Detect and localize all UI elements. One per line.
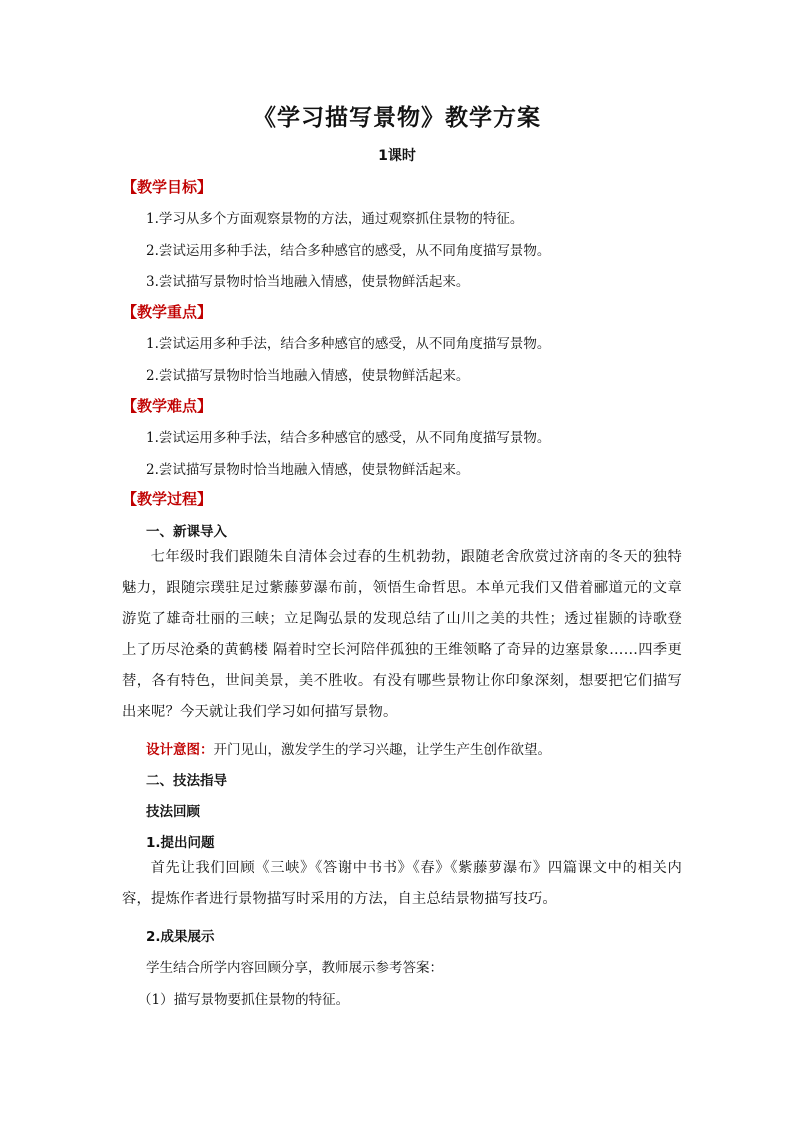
design-intent-text: 开门见山，激发学生的学习兴趣，让学生产生创作欲望。 [213, 742, 551, 758]
step1-title: 1.提出问题 [146, 835, 215, 851]
key-point-item: 2.尝试描写景物时恰当地融入情感，使景物鲜活起来。 [146, 368, 470, 384]
step2-title: 2.成果展示 [146, 929, 215, 945]
key-points-heading: 【教学重点】 [122, 303, 213, 321]
objective-item: 1.学习从多个方面观察景物的方法，通过观察抓住景物的特征。 [146, 211, 524, 227]
document-subtitle: 1课时 [378, 148, 416, 164]
review-title: 技法回顾 [146, 804, 200, 820]
step2-paragraph: 学生结合所学内容回顾分享，教师展示参考答案： [146, 960, 443, 976]
intro-paragraph: 七年级时我们跟随朱自清体会过春的生机勃勃，跟随老舍欣赏过济南的冬天的独特魅力，跟随宗璞驻足过紫藤萝瀑布前，领悟生命哲思。本单元我们又借着郦道元的文章游览了雄奇壮丽的三峡；立足陶弘景的发现总结了山川之美的共性；透过崔颢的诗歌登上了历尽沧桑的黄鹤楼 隔着时空长河陪伴孤独的王维领略了奇异的边塞景象……四季更替，各有特色，世间美景，美不胜收。有没有哪些景物让你印象深刻，想要把它们描写出来呢？今天就让我们学习如何描写景物。 [122, 549, 682, 720]
objective-item: 2.尝试运用多种手法，结合多种感官的感受，从不同角度描写景物。 [146, 243, 551, 259]
part1-title: 一、新课导入 [146, 524, 227, 540]
objectives-heading: 【教学目标】 [122, 178, 213, 196]
difficulty-item: 2.尝试描写景物时恰当地融入情感，使景物鲜活起来。 [146, 462, 470, 478]
difficulty-item: 1.尝试运用多种手法，结合多种感官的感受，从不同角度描写景物。 [146, 430, 551, 446]
key-point-item: 1.尝试运用多种手法，结合多种感官的感受，从不同角度描写景物。 [146, 336, 551, 352]
process-heading: 【教学过程】 [122, 490, 213, 508]
design-intent [146, 738, 551, 758]
step1-paragraph: 首先让我们回顾《三峡》《答谢中书书》《春》《紫藤萝瀑布》四篇课文中的相关内容，提炼作者进行景物描写时采用的方法，自主总结景物描写技巧。 [122, 860, 682, 907]
design-intent-label: 设计意图： [146, 742, 214, 758]
objective-item: 3.尝试描写景物时恰当地融入情感，使景物鲜活起来。 [146, 274, 470, 290]
difficulties-heading: 【教学难点】 [122, 397, 213, 415]
document-title: 《学习描写景物》教学方案 [253, 105, 541, 131]
answer-item: （1）描写景物要抓住景物的特征。 [138, 992, 350, 1008]
part2-title: 二、技法指导 [146, 773, 227, 789]
